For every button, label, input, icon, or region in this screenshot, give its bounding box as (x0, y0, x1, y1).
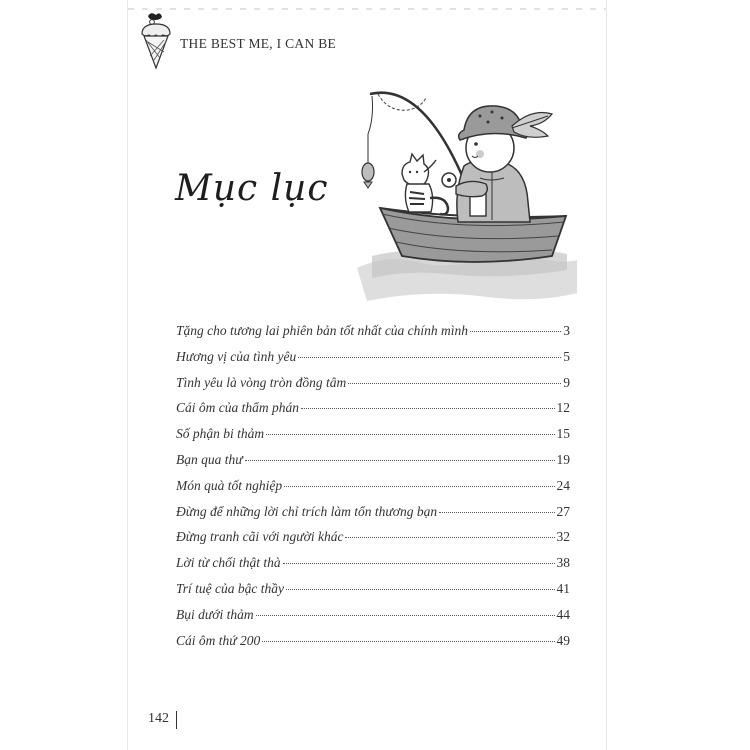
toc-dot-leader (298, 357, 561, 358)
toc-entry-page: 38 (556, 555, 570, 571)
toc-entry-page: 19 (556, 451, 570, 467)
toc-dot-leader (348, 383, 561, 384)
page-number: 142 (148, 711, 169, 726)
toc-title: Mục lục (175, 168, 329, 209)
running-header: THE BEST ME, I CAN BE (180, 36, 337, 51)
toc-entry-title: Tình yêu là vòng tròn đồng tâm (176, 374, 347, 390)
toc-entry[interactable] (176, 323, 570, 349)
toc-entry[interactable] (176, 607, 570, 633)
toc-entry-page: 41 (556, 580, 570, 596)
toc-entry-title: Cái ôm của thẩm phán (176, 400, 299, 416)
toc-dot-leader (345, 537, 554, 538)
toc-entry-title: Trí tuệ của bậc thầy (176, 580, 284, 596)
toc-entry-title: Món quà tốt nghiệp (176, 477, 283, 493)
toc-entry[interactable] (176, 529, 570, 555)
toc-entry-page: 44 (556, 606, 570, 622)
toc-dot-leader (266, 434, 554, 435)
toc-dot-leader (256, 615, 555, 616)
toc-entry[interactable] (176, 400, 570, 426)
scan-edge (128, 8, 606, 10)
toc-entry[interactable] (176, 504, 570, 530)
toc-entry[interactable] (176, 375, 570, 401)
toc-entry-title: Tặng cho tương lai phiên bản tốt nhất của chính mình (176, 323, 469, 338)
toc-dot-leader (284, 486, 554, 487)
toc-entry[interactable] (176, 633, 570, 659)
toc-entry[interactable] (176, 555, 570, 581)
toc-dot-leader (286, 589, 555, 590)
toc-entry-page: 27 (556, 503, 570, 519)
toc-entry-title: Số phận bi thảm (176, 426, 265, 442)
toc-entry[interactable] (176, 478, 570, 504)
toc-entry-title: Cái ôm thứ 200 (176, 632, 261, 648)
toc-dot-leader (470, 331, 561, 332)
toc-dot-leader (283, 563, 555, 564)
toc-entry-title: Lời từ chối thật thà (176, 555, 281, 571)
toc-dot-leader (301, 408, 555, 409)
toc-entry-title: Hương vị của tình yêu (176, 348, 297, 364)
toc-entry-page: 12 (556, 400, 570, 416)
ice-cream-cone-icon (138, 10, 174, 72)
toc-dot-leader (245, 460, 555, 461)
toc-entry-title: Bụi dưới thảm (176, 606, 254, 622)
page-number-divider (176, 711, 177, 729)
toc-dot-leader (262, 641, 554, 642)
toc-entry[interactable] (176, 349, 570, 375)
toc-entry-page: 15 (556, 426, 570, 442)
table-of-contents (176, 323, 570, 658)
child-fishing-illustration (352, 88, 582, 303)
toc-entry-page: 9 (563, 374, 570, 390)
toc-dot-leader (439, 512, 554, 513)
toc-entry-page: 5 (563, 348, 570, 364)
toc-entry-title: Bạn qua thư (176, 451, 243, 467)
toc-entry[interactable] (176, 452, 570, 478)
toc-entry[interactable] (176, 426, 570, 452)
toc-entry-page: 24 (556, 477, 570, 493)
toc-entry-page: 32 (556, 529, 570, 545)
toc-entry[interactable] (176, 581, 570, 607)
toc-entry-page: 49 (556, 632, 570, 648)
toc-entry-page: 3 (563, 323, 570, 338)
toc-entry-title: Đừng để những lời chỉ trích làm tổn thương bạn (176, 503, 438, 519)
toc-entry-title: Đừng tranh cãi với người khác (176, 529, 344, 545)
